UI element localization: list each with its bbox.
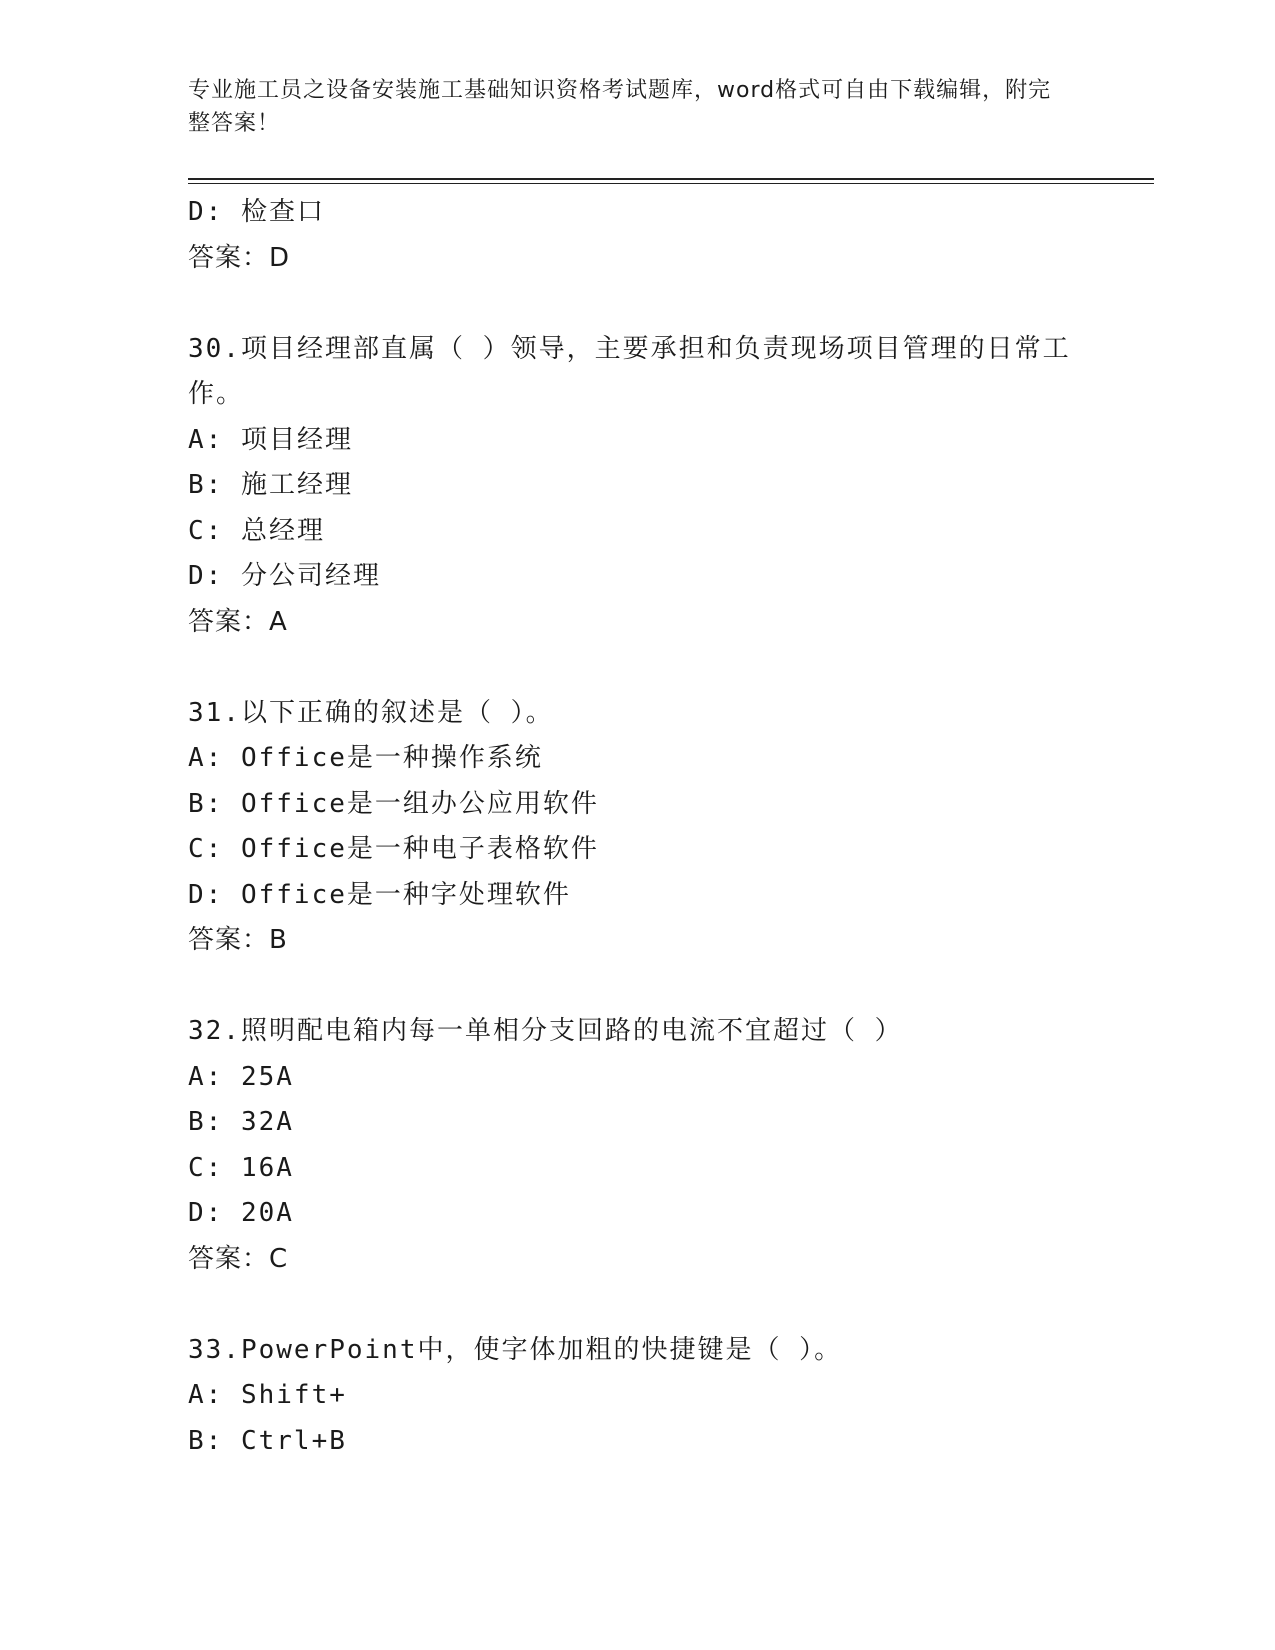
- question-30: [188, 327, 1088, 646]
- option-b: B: Office是一组办公应用软件: [188, 788, 599, 819]
- header-rule-thick: [188, 178, 1154, 180]
- question-stem: 31.以下正确的叙述是（ ）。: [188, 697, 554, 728]
- option-c: C: Office是一种电子表格软件: [188, 834, 599, 864]
- option-a: A: Office是一种操作系统: [188, 743, 543, 773]
- option-d: D: 分公司经理: [188, 561, 381, 591]
- option-d: D: Office是一种字处理软件: [188, 879, 571, 910]
- question-stem: 30.项目经理部直属（ ）领导，主要承担和负责现场项目管理的日常工作。: [188, 333, 1071, 409]
- answer-line: 答案：D: [188, 242, 291, 273]
- option-b: B: 32A: [188, 1107, 294, 1137]
- question-31: [188, 691, 1088, 964]
- question-list: [188, 190, 1088, 1464]
- option-a: A: 项目经理: [188, 424, 353, 455]
- option-d: D: 20A: [188, 1198, 294, 1228]
- option-b: B: Ctrl+B: [188, 1425, 347, 1456]
- option-b: B: 施工经理: [188, 470, 353, 500]
- question-32: [188, 1009, 1088, 1282]
- option-c: C: 16A: [188, 1152, 294, 1183]
- document-header: 专业施工员之设备安装施工基础知识资格考试题库，word格式可自由下载编辑，附完整答案！: [188, 78, 1052, 136]
- answer-line: 答案：B: [188, 925, 288, 955]
- header-rule-thin: [188, 183, 1154, 184]
- option-a: A: 25A: [188, 1061, 294, 1092]
- question-33: [188, 1328, 1088, 1465]
- option-a: A: Shift+: [188, 1380, 347, 1410]
- question-stem: 33.PowerPoint中，使字体加粗的快捷键是（ ）。: [188, 1334, 843, 1365]
- option-d: D: 检查口: [188, 197, 325, 227]
- answer-line: 答案：A: [188, 606, 288, 637]
- option-c: C: 总经理: [188, 515, 325, 546]
- question-stem: 32.照明配电箱内每一单相分支回路的电流不宜超过（ ）: [188, 1016, 903, 1046]
- answer-line: 答案：C: [188, 1243, 289, 1274]
